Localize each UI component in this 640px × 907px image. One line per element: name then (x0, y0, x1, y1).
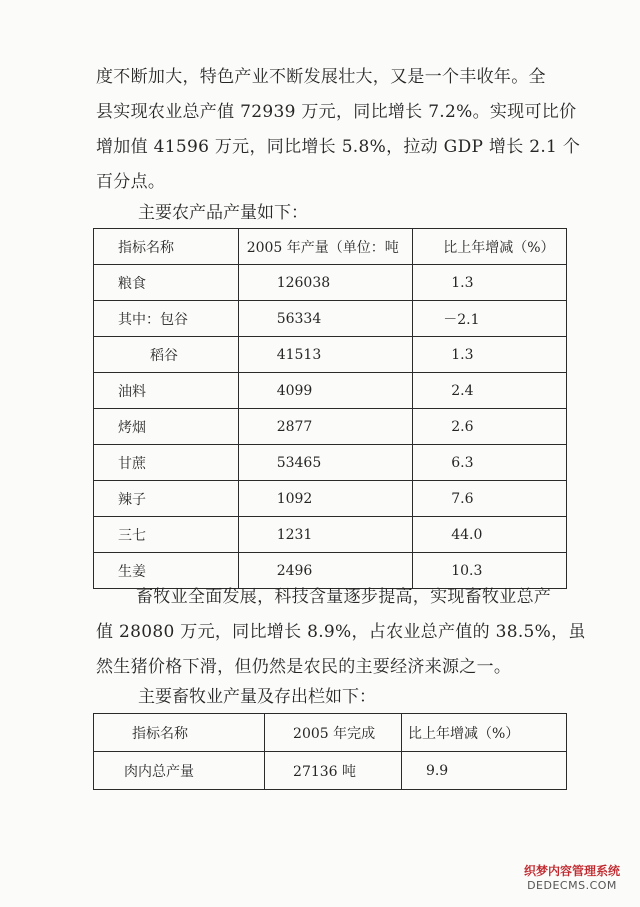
table-row (94, 265, 567, 301)
row-name: 烤烟 (94, 409, 239, 445)
table-row (94, 752, 567, 790)
row-value: 56334 (238, 301, 413, 337)
crop-output-table (93, 228, 567, 589)
row-value: 1092 (238, 481, 413, 517)
row-name: 稻谷 (94, 337, 239, 373)
row-name: 粮食 (94, 265, 239, 301)
row-value: 4099 (238, 373, 413, 409)
table-row (94, 517, 567, 553)
row-name: 甘蔗 (94, 445, 239, 481)
row-value: 53465 (238, 445, 413, 481)
header-indicator-name: 指标名称 (94, 229, 239, 265)
watermark-text-en: DEDECMS.COM (527, 879, 617, 892)
row-value: 1231 (238, 517, 413, 553)
table-header-row (94, 714, 567, 752)
table-row (94, 301, 567, 337)
row-value: 41513 (238, 337, 413, 373)
watermark-text-cn: 织梦内容管理系统 (523, 864, 620, 878)
row-change: 44.0 (413, 517, 567, 553)
table-row (94, 337, 567, 373)
text-line: 度不断加大，特色产业不断发展壮大，又是一个丰收年。全 (96, 67, 546, 87)
paragraph-livestock-summary (96, 580, 586, 685)
row-name: 生姜 (94, 553, 239, 589)
row-change: 9.9 (401, 752, 566, 790)
row-name: 辣子 (94, 481, 239, 517)
watermark-logo (512, 863, 632, 893)
row-change: 7.6 (413, 481, 567, 517)
paragraph-agriculture-summary (96, 60, 581, 200)
header-indicator-name: 指标名称 (94, 714, 265, 752)
row-change: 6.3 (413, 445, 567, 481)
header-2005-output: 2005 年产量（单位：吨 (238, 229, 413, 265)
row-change: 10.3 (413, 553, 567, 589)
table-header-row (94, 229, 567, 265)
header-2005-completed: 2005 年完成 (265, 714, 402, 752)
row-name: 肉内总产量 (94, 752, 265, 790)
row-change: 2.4 (413, 373, 567, 409)
table-row (94, 445, 567, 481)
row-value: 126038 (238, 265, 413, 301)
caption-livestock-output: 主要畜牧业产量及存出栏如下： (138, 687, 376, 707)
row-name: 其中：包谷 (94, 301, 239, 337)
text-line: 然生猪价格下滑，但仍然是农民的主要经济来源之一。 (96, 657, 512, 677)
header-yoy-change: 比上年增减（%） (401, 714, 566, 752)
row-name: 三七 (94, 517, 239, 553)
row-change: 2.6 (413, 409, 567, 445)
row-value: 27136 吨 (265, 752, 402, 790)
livestock-output-table (93, 713, 567, 790)
row-value: 2496 (238, 553, 413, 589)
row-change: －2.1 (413, 301, 567, 337)
table-row (94, 481, 567, 517)
header-yoy-change: 比上年增减（%） (413, 229, 567, 265)
row-change: 1.3 (413, 337, 567, 373)
text-line: 畜牧业全面发展，科技含量逐步提高，实现畜牧业总产 (136, 587, 552, 607)
text-line: 增加值 41596 万元，同比增长 5.8%，拉动 GDP 增长 2.1 个 (96, 137, 581, 157)
caption-crop-output: 主要农产品产量如下： (138, 203, 308, 223)
text-line: 百分点。 (96, 172, 166, 192)
row-value: 2877 (238, 409, 413, 445)
text-line: 值 28080 万元，同比增长 8.9%，占农业总产值的 38.5%，虽 (96, 622, 586, 642)
table-row (94, 409, 567, 445)
row-change: 1.3 (413, 265, 567, 301)
text-line: 县实现农业总产值 72939 万元，同比增长 7.2%。实现可比价 (96, 102, 577, 122)
table-row (94, 373, 567, 409)
row-name: 油料 (94, 373, 239, 409)
